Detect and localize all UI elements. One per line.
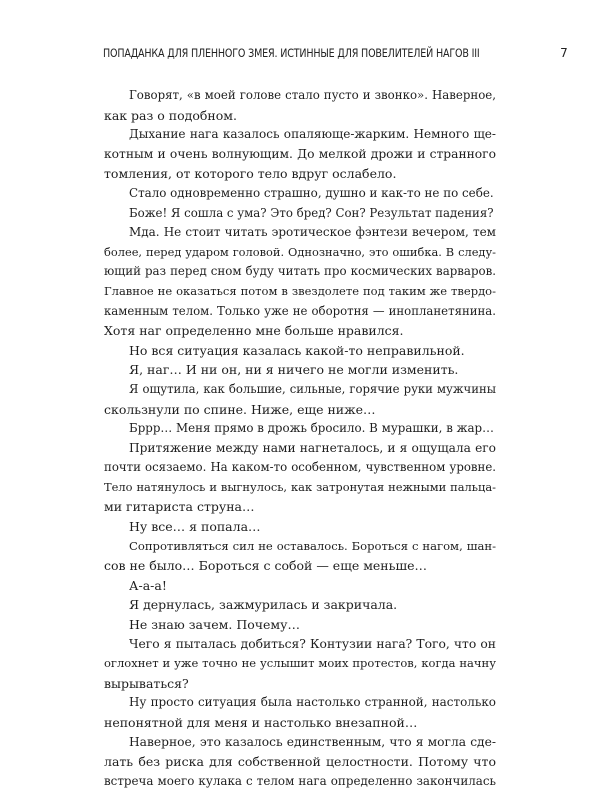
- text-line: оглохнет и уже точно не услышит моих протестов, когда начну: [104, 656, 496, 671]
- text-line: Мда. Не стоит читать эротическое фэнтези вечером, тем: [129, 225, 496, 240]
- text-line: Я ощутила, как большие, сильные, горячие руки мужчины: [129, 381, 496, 396]
- running-title: ПОПАДАНКА ДЛЯ ПЛЕННОГО ЗМЕЯ. ИСТИННЫЕ ДЛЯ ПОВЕЛИТЕЛЕЙ НАГОВ III: [103, 46, 480, 60]
- text-line: каменным телом. Только уже не оборотня — инопланетянина.: [104, 303, 496, 318]
- text-line: Боже! Я сошла с ума? Это бред? Сон? Результат падения?: [129, 205, 494, 220]
- text-line: Наверное, это казалось единственным, что я могла сде-: [129, 734, 496, 749]
- text-line: Притяжение между нами нагнеталось, и я ощущала его: [129, 440, 496, 455]
- text-line: Я дернулась, зажмурилась и закричала.: [129, 597, 398, 613]
- text-line: котным и очень волнующим. До мелкой дрожи и странного: [104, 146, 496, 161]
- text-line: ющий раз перед сном буду читать про космических варваров.: [104, 264, 496, 279]
- text-line: Ну все… я попала…: [129, 519, 261, 535]
- text-line: более, перед ударом головой. Однозначно, это ошибка. В следу-: [104, 244, 496, 259]
- text-line: А-а-а!: [129, 577, 167, 593]
- text-line: лать без риска для собственной целостности. Потому что: [104, 754, 496, 770]
- text-line: Я, наг… И ни он, ни я ничего не могли изменить.: [129, 362, 459, 378]
- text-line: Тело натянулось и выгнулось, как затронутая нежными пальца-: [104, 479, 496, 494]
- text-line: Ну просто ситуация была настолько странной, настолько: [129, 695, 496, 710]
- text-line: почти осязаемо. На каком-то особенном, чувственном уровне.: [104, 460, 496, 475]
- text-line: Бррр… Меня прямо в дрожь бросило. В мурашки, в жар…: [129, 421, 494, 436]
- text-line: как раз о подобном.: [104, 107, 237, 123]
- body-text: [104, 86, 496, 791]
- text-line: Чего я пыталась добиться? Контузии нага? Того, что он: [129, 636, 496, 651]
- running-header: [103, 46, 568, 60]
- text-line: вырываться?: [104, 675, 189, 691]
- text-line: Хотя наг определенно мне больше нравился.: [104, 323, 404, 339]
- text-line: Стало одновременно страшно, душно и как-то не по себе.: [129, 185, 494, 200]
- text-line: непонятной для меня и настолько внезапной…: [104, 715, 418, 730]
- text-line: Сопротивляться сил не оставалось. Бороться с нагом, шан-: [129, 538, 496, 553]
- text-line: Не знаю зачем. Почему…: [129, 617, 300, 633]
- text-line: ми гитариста струна…: [104, 499, 255, 515]
- text-line: Говорят, «в моей голове стало пусто и звонко». Наверное,: [129, 88, 496, 102]
- text-line: Дыхание нага казалось опаляюще-жарким. Немного ще-: [129, 127, 496, 142]
- text-line: встреча моего кулака с телом нага определенно закончилась: [104, 773, 496, 788]
- text-line: томления, от которого тело вдруг ослабело.: [104, 166, 397, 182]
- text-line: скользнули по спине. Ниже, еще ниже…: [104, 401, 376, 417]
- text-line: сов не было… Бороться с собой — еще меньше…: [104, 558, 427, 574]
- text-line: Главное не оказаться потом в звездолете под таким же твердо-: [104, 283, 496, 298]
- text-line: Но вся ситуация казалась какой-то неправильной.: [129, 342, 465, 358]
- page-number: 7: [560, 46, 568, 60]
